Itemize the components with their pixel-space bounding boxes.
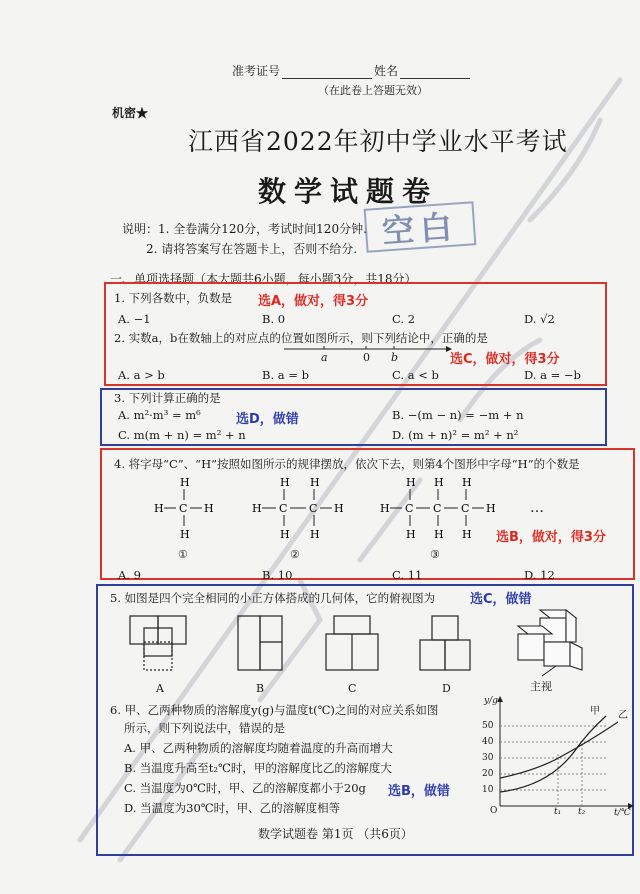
name-blank — [400, 67, 470, 79]
q4-option-c: C. 11 — [392, 568, 423, 582]
q5-view-d-label: D — [442, 682, 451, 695]
graph-x-axis-label: t/℃ — [614, 808, 631, 818]
q6-solubility-graph — [478, 696, 636, 820]
admission-label: 准考证号 — [232, 64, 281, 78]
q5-stem: 5. 如图是四个完全相同的小正方体搭成的几何体，它的俯视图为 — [110, 591, 436, 605]
q6-stem-line-1: 6. 甲、乙两种物质的溶解度y(g)与温度t(℃)之间的对应关系如图 — [110, 703, 439, 717]
q4-figure-2-label: ② — [290, 548, 300, 561]
svg-text:H: H — [462, 528, 472, 541]
svg-text:C: C — [179, 502, 188, 515]
q5-view-b-label: B — [256, 682, 265, 695]
svg-text:C: C — [405, 502, 414, 515]
q5-annotation: 选C，做错 — [470, 592, 532, 607]
graph-y-tick-10: 10 — [482, 785, 494, 795]
q6-option-c: C. 当温度为0℃时，甲、乙的溶解度都小于20g — [124, 781, 366, 795]
svg-text:H: H — [434, 476, 444, 489]
numline-label-0: 0 — [363, 351, 370, 364]
svg-text:C: C — [461, 502, 470, 515]
q5-solid-figure — [512, 606, 598, 678]
svg-text:C: C — [433, 502, 442, 515]
q3-option-a: A. m²·m³ = m⁶ — [118, 408, 201, 422]
instruction-line-2: 2. 请将答案写在答题卡上，否则不给分. — [146, 242, 358, 256]
q5-front-view-label: 主视 — [530, 680, 552, 693]
q4-option-a: A. 9 — [118, 568, 141, 582]
q5-view-c — [324, 614, 380, 672]
section-heading: 一、单项选择题（本大题共6小题，每小题3分，共18分） — [110, 272, 417, 286]
graph-x-tick-t2: t₂ — [578, 807, 586, 817]
graph-y-axis-label: y/g — [484, 696, 498, 706]
q2-stem: 2. 实数a，b在数轴上的对应点的位置如图所示，则下列结论中，正确的是 — [114, 331, 488, 345]
svg-text:H: H — [252, 502, 262, 515]
admission-blank — [282, 67, 372, 79]
q1-option-b: B. 0 — [262, 312, 286, 326]
q2-number-line — [282, 343, 452, 365]
graph-y-tick-20: 20 — [482, 769, 494, 779]
instruction-line-1: 说明：1. 全卷满分120分，考试时间120分钟. — [122, 222, 367, 236]
graph-y-tick-50: 50 — [482, 721, 494, 731]
q2-option-c: C. a < b — [392, 368, 439, 382]
svg-text:H: H — [486, 502, 496, 515]
exam-title: 江西省2022年初中学业水平考试 — [188, 127, 568, 156]
q6-option-b: B. 当温度升高至t₂℃时，甲的溶解度比乙的溶解度大 — [124, 761, 392, 775]
svg-text:H: H — [154, 502, 164, 515]
q1-option-d: D. √2 — [524, 312, 555, 326]
q5-view-a-label: A — [156, 682, 164, 695]
svg-text:H: H — [280, 476, 290, 489]
q6-annotation: 选B，做错 — [388, 784, 450, 799]
q4-figure-1 — [150, 476, 220, 546]
blank-stamp: 空白 — [364, 201, 477, 253]
answer-notice: （在此卷上答题无效） — [318, 84, 428, 97]
svg-text:H: H — [180, 476, 190, 489]
svg-text:H: H — [434, 528, 444, 541]
q3-option-c: C. m(m + n) = m² + n — [118, 428, 246, 442]
svg-text:H: H — [204, 502, 214, 515]
q4-stem: 4. 将字母“C”、“H”按照如图所示的规律摆放，依次下去，则第4个图形中字母“H”的个数是 — [114, 457, 580, 471]
q4-figure-3 — [378, 476, 498, 546]
svg-text:H: H — [310, 528, 320, 541]
svg-text:H: H — [406, 476, 416, 489]
svg-text:H: H — [280, 528, 290, 541]
exam-subtitle: 数学试题卷 — [258, 175, 439, 208]
svg-text:H: H — [310, 476, 320, 489]
svg-text:H: H — [180, 528, 190, 541]
svg-text:H: H — [334, 502, 344, 515]
numline-label-a: a — [321, 351, 328, 364]
q2-annotation: 选C，做对，得3分 — [450, 352, 560, 367]
q4-ellipsis: … — [530, 500, 544, 516]
q1-annotation: 选A，做对，得3分 — [258, 294, 369, 309]
q3-stem: 3. 下列计算正确的是 — [114, 391, 221, 405]
svg-text:H: H — [406, 528, 416, 541]
admission-name-line — [232, 62, 472, 79]
graph-y-tick-30: 30 — [482, 753, 494, 763]
graph-x-tick-t1: t₁ — [554, 807, 562, 817]
q5-view-a — [128, 614, 188, 672]
q5-view-b — [236, 614, 286, 672]
q1-option-a: A. −1 — [118, 312, 151, 326]
svg-text:H: H — [462, 476, 472, 489]
q4-annotation: 选B，做对，得3分 — [496, 530, 606, 545]
graph-origin: O — [490, 806, 498, 816]
graph-y-tick-40: 40 — [482, 737, 494, 747]
q5-view-d — [418, 614, 472, 672]
q3-option-b: B. −(m − n) = −m + n — [392, 408, 524, 422]
svg-text:C: C — [279, 502, 288, 515]
svg-text:H: H — [380, 502, 390, 515]
name-label: 姓名 — [374, 64, 399, 78]
q3-option-d: D. (m + n)² = m² + n² — [392, 428, 519, 442]
numline-label-b: b — [391, 351, 399, 364]
graph-curve-label-jia: 甲 — [590, 706, 600, 717]
page-footer: 数学试题卷 第1页 （共6页） — [258, 827, 413, 841]
q4-option-d: D. 12 — [524, 568, 555, 582]
q4-figure-3-label: ③ — [430, 548, 440, 561]
q2-option-d: D. a = −b — [524, 368, 581, 382]
q1-option-c: C. 2 — [392, 312, 416, 326]
graph-curve-label-yi: 乙 — [618, 710, 628, 721]
q4-figure-2 — [250, 476, 346, 546]
q2-option-b: B. a = b — [262, 368, 309, 382]
q1-stem: 1. 下列各数中，负数是 — [114, 291, 233, 305]
secret-label: 机密★ — [112, 106, 149, 120]
q3-annotation: 选D，做错 — [236, 412, 299, 427]
svg-text:C: C — [309, 502, 318, 515]
q5-view-c-label: C — [348, 682, 357, 695]
q6-option-a: A. 甲、乙两种物质的溶解度均随着温度的升高而增大 — [124, 741, 393, 755]
q6-stem-line-2: 所示，则下列说法中，错误的是 — [124, 721, 285, 735]
q4-figure-1-label: ① — [178, 548, 188, 561]
q2-option-a: A. a > b — [118, 368, 165, 382]
q6-option-d: D. 当温度为30℃时，甲、乙的溶解度相等 — [124, 801, 341, 815]
q4-option-b: B. 10 — [262, 568, 293, 582]
